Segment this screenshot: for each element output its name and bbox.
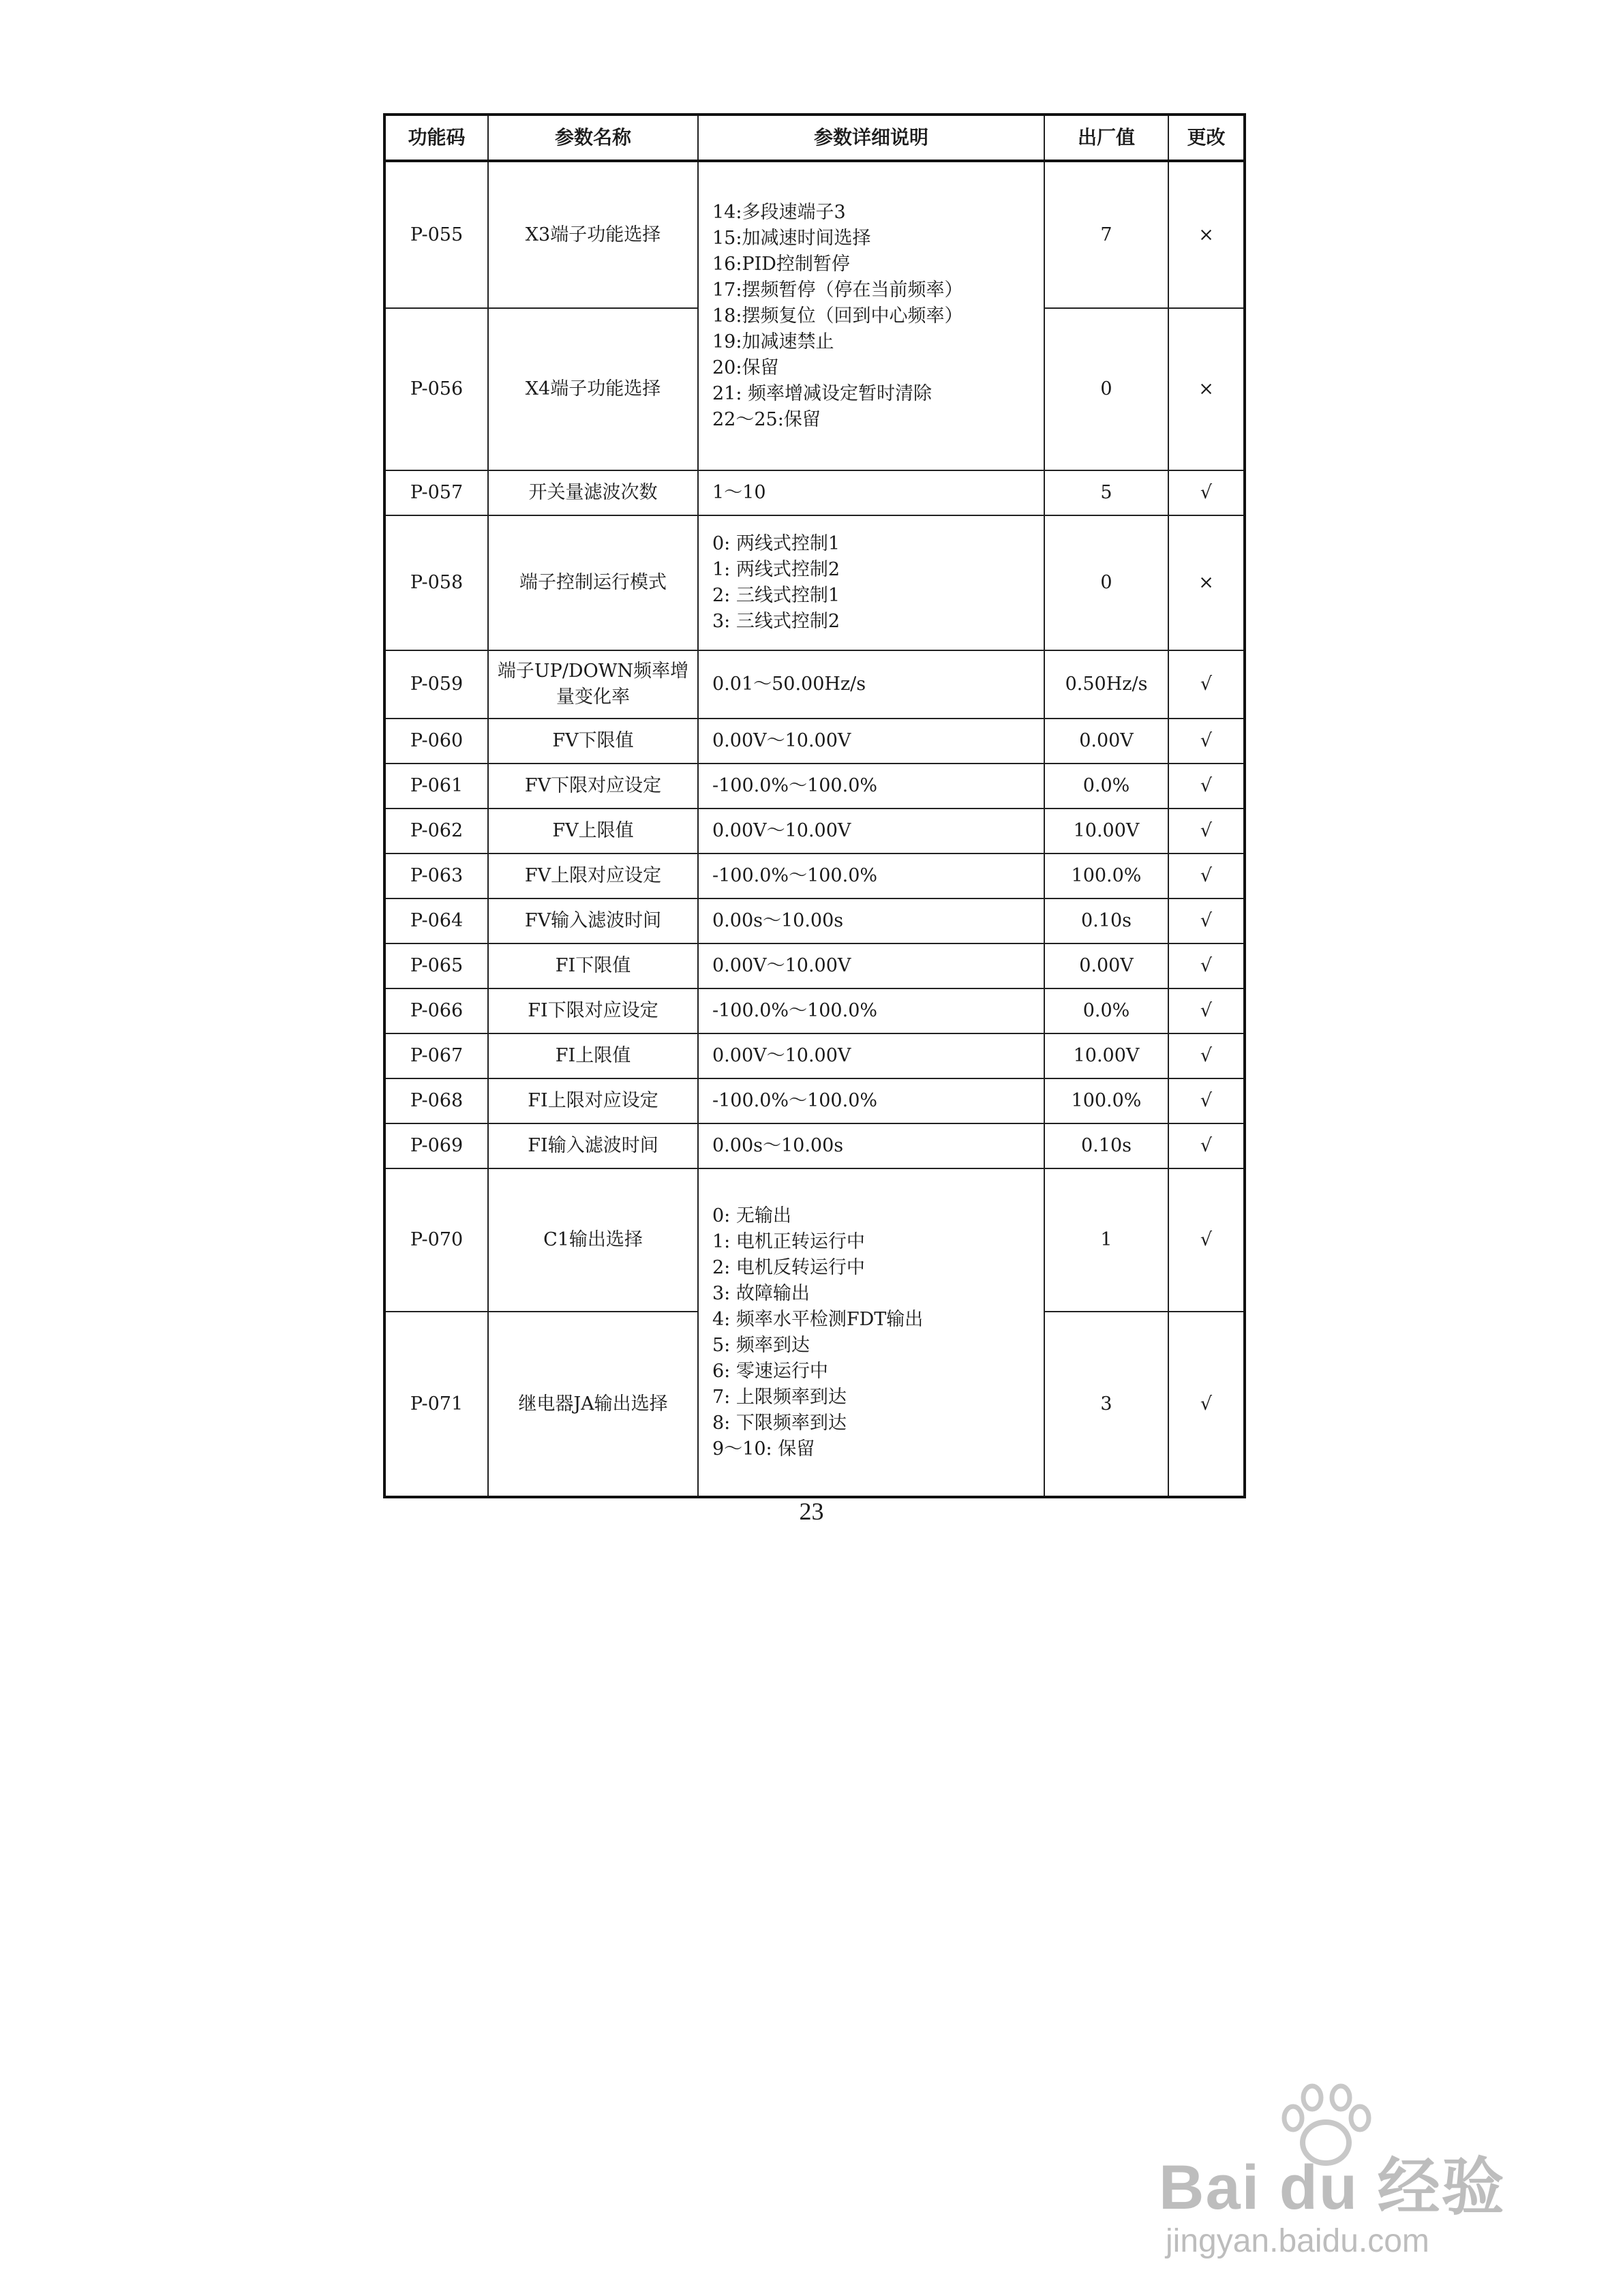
- table-row: [384, 1078, 1245, 1123]
- description-line: 2: 电机反转运行中: [712, 1256, 865, 1278]
- table-row: [384, 898, 1245, 943]
- table-row: [384, 515, 1245, 650]
- code-cell: P-064: [384, 898, 488, 943]
- table-row: [384, 988, 1245, 1033]
- code-cell: P-062: [384, 809, 488, 854]
- code-cell: P-056: [384, 308, 488, 470]
- name-cell: X3端子功能选择: [488, 161, 698, 308]
- description-cell: -100.0%～100.0%: [698, 1078, 1044, 1123]
- description-line: 0: 两线式控制1: [712, 533, 840, 554]
- code-cell: P-063: [384, 854, 488, 898]
- description-cell: 1～10: [698, 470, 1044, 515]
- code-cell: P-055: [384, 161, 488, 308]
- name-cell: FI下限值: [488, 943, 698, 988]
- table-row: [384, 854, 1245, 898]
- default-cell: 0.0%: [1044, 988, 1168, 1033]
- description-line: 4: 频率水平检测FDT输出: [712, 1308, 924, 1330]
- default-cell: 5: [1044, 470, 1168, 515]
- default-cell: 0.50Hz/s: [1044, 650, 1168, 719]
- description-line: 8: 下限频率到达: [712, 1412, 847, 1434]
- description-cell: -100.0%～100.0%: [698, 988, 1044, 1033]
- name-cell: 继电器JA输出选择: [488, 1312, 698, 1497]
- description-line: 3: 三线式控制2: [712, 611, 840, 632]
- description-line: 6: 零速运行中: [712, 1360, 828, 1382]
- default-cell: 0.00V: [1044, 943, 1168, 988]
- default-cell: 0.00V: [1044, 719, 1168, 764]
- code-cell: P-061: [384, 764, 488, 809]
- table-row: [384, 943, 1245, 988]
- description-line: 20:保留: [712, 357, 779, 378]
- description-cell: 0.00s～10.00s: [698, 898, 1044, 943]
- default-cell: 100.0%: [1044, 1078, 1168, 1123]
- name-cell: FI上限对应设定: [488, 1078, 698, 1123]
- table-header-row: [384, 115, 1245, 161]
- description-cell: 0.00s～10.00s: [698, 1123, 1044, 1168]
- table-row: [384, 161, 1245, 308]
- table-row: [384, 650, 1245, 719]
- table-row: [384, 1123, 1245, 1168]
- name-cell: 端子控制运行模式: [488, 515, 698, 650]
- default-cell: 1: [1044, 1168, 1168, 1312]
- description-line: 9～10: 保留: [712, 1438, 815, 1460]
- name-cell: FI下限对应设定: [488, 988, 698, 1033]
- default-cell: 0.0%: [1044, 764, 1168, 809]
- change-cell: √: [1168, 943, 1245, 988]
- table-row: [384, 1033, 1245, 1078]
- default-cell: 100.0%: [1044, 854, 1168, 898]
- table-row: [384, 470, 1245, 515]
- description-line: 1: 电机正转运行中: [712, 1230, 865, 1252]
- description-cell: -100.0%～100.0%: [698, 764, 1044, 809]
- change-cell: √: [1168, 470, 1245, 515]
- default-cell: 10.00V: [1044, 1033, 1168, 1078]
- baidu-jingyan-watermark: [1159, 2083, 1595, 2274]
- name-cell: [488, 650, 698, 719]
- description-line: 5: 频率到达: [712, 1334, 810, 1356]
- description-cell: 0.00V～10.00V: [698, 809, 1044, 854]
- description-cell: [698, 515, 1044, 650]
- description-cell: 0.00V～10.00V: [698, 1033, 1044, 1078]
- description-line: 0: 无输出: [712, 1205, 791, 1226]
- change-cell: √: [1168, 898, 1245, 943]
- code-cell: P-070: [384, 1168, 488, 1312]
- name-cell: X4端子功能选择: [488, 308, 698, 470]
- parameter-table: [383, 113, 1246, 1498]
- header-description: 参数详细说明: [698, 115, 1044, 161]
- name-cell: FV输入滤波时间: [488, 898, 698, 943]
- default-cell: 0.10s: [1044, 1123, 1168, 1168]
- default-cell: 0: [1044, 308, 1168, 470]
- description-cell: [698, 161, 1044, 470]
- watermark-brand: Bai du 经验: [1159, 2153, 1506, 2222]
- table-row: [384, 764, 1245, 809]
- name-cell: FV上限对应设定: [488, 854, 698, 898]
- header-change: 更改: [1168, 115, 1245, 161]
- table-row: [384, 1168, 1245, 1312]
- code-cell: P-059: [384, 650, 488, 719]
- header-code: 功能码: [384, 115, 488, 161]
- description-line: 15:加减速时间选择: [712, 227, 871, 249]
- default-cell: 0.10s: [1044, 898, 1168, 943]
- code-cell: P-069: [384, 1123, 488, 1168]
- change-cell: ×: [1168, 161, 1245, 308]
- name-cell: FV下限对应设定: [488, 764, 698, 809]
- code-cell: P-060: [384, 719, 488, 764]
- description-cell: -100.0%～100.0%: [698, 854, 1044, 898]
- description-line: 21: 频率增减设定暂时清除: [712, 382, 932, 404]
- name-line: 端子UP/DOWN频率增: [497, 661, 689, 682]
- default-cell: 10.00V: [1044, 809, 1168, 854]
- change-cell: √: [1168, 650, 1245, 719]
- description-cell: [698, 1168, 1044, 1497]
- description-line: 3: 故障输出: [712, 1282, 810, 1304]
- change-cell: √: [1168, 719, 1245, 764]
- code-cell: P-071: [384, 1312, 488, 1497]
- name-line: 量变化率: [556, 686, 630, 708]
- code-cell: P-057: [384, 470, 488, 515]
- name-cell: 开关量滤波次数: [488, 470, 698, 515]
- name-cell: C1输出选择: [488, 1168, 698, 1312]
- change-cell: √: [1168, 809, 1245, 854]
- description-line: 19:加减速禁止: [712, 331, 834, 352]
- change-cell: √: [1168, 764, 1245, 809]
- code-cell: P-067: [384, 1033, 488, 1078]
- change-cell: √: [1168, 1168, 1245, 1312]
- page-number: 23: [799, 1498, 824, 1525]
- default-cell: 0: [1044, 515, 1168, 650]
- code-cell: P-065: [384, 943, 488, 988]
- description-cell: 0.01～50.00Hz/s: [698, 650, 1044, 719]
- description-line: 7: 上限频率到达: [712, 1386, 847, 1408]
- description-cell: 0.00V～10.00V: [698, 943, 1044, 988]
- description-line: 17:摆频暂停（停在当前频率）: [712, 279, 963, 301]
- header-default: 出厂值: [1044, 115, 1168, 161]
- change-cell: ×: [1168, 308, 1245, 470]
- code-cell: P-058: [384, 515, 488, 650]
- name-cell: FV下限值: [488, 719, 698, 764]
- code-cell: P-066: [384, 988, 488, 1033]
- description-line: 18:摆频复位（回到中心频率）: [712, 305, 963, 327]
- name-cell: FI上限值: [488, 1033, 698, 1078]
- change-cell: ×: [1168, 515, 1245, 650]
- table-row: [384, 809, 1245, 854]
- code-cell: P-068: [384, 1078, 488, 1123]
- table-row: [384, 719, 1245, 764]
- name-cell: FV上限值: [488, 809, 698, 854]
- watermark-url: jingyan.baidu.com: [1166, 2223, 1429, 2259]
- change-cell: √: [1168, 1078, 1245, 1123]
- description-line: 1: 两线式控制2: [712, 559, 840, 580]
- change-cell: √: [1168, 988, 1245, 1033]
- default-cell: 7: [1044, 161, 1168, 308]
- header-name: 参数名称: [488, 115, 698, 161]
- description-line: 16:PID控制暂停: [712, 253, 850, 275]
- change-cell: √: [1168, 1123, 1245, 1168]
- description-line: 22～25:保留: [712, 408, 821, 430]
- name-cell: FI输入滤波时间: [488, 1123, 698, 1168]
- default-cell: 3: [1044, 1312, 1168, 1497]
- change-cell: √: [1168, 1033, 1245, 1078]
- change-cell: √: [1168, 1312, 1245, 1497]
- description-cell: 0.00V～10.00V: [698, 719, 1044, 764]
- description-line: 14:多段速端子3: [712, 201, 846, 223]
- description-line: 2: 三线式控制1: [712, 585, 840, 606]
- change-cell: √: [1168, 854, 1245, 898]
